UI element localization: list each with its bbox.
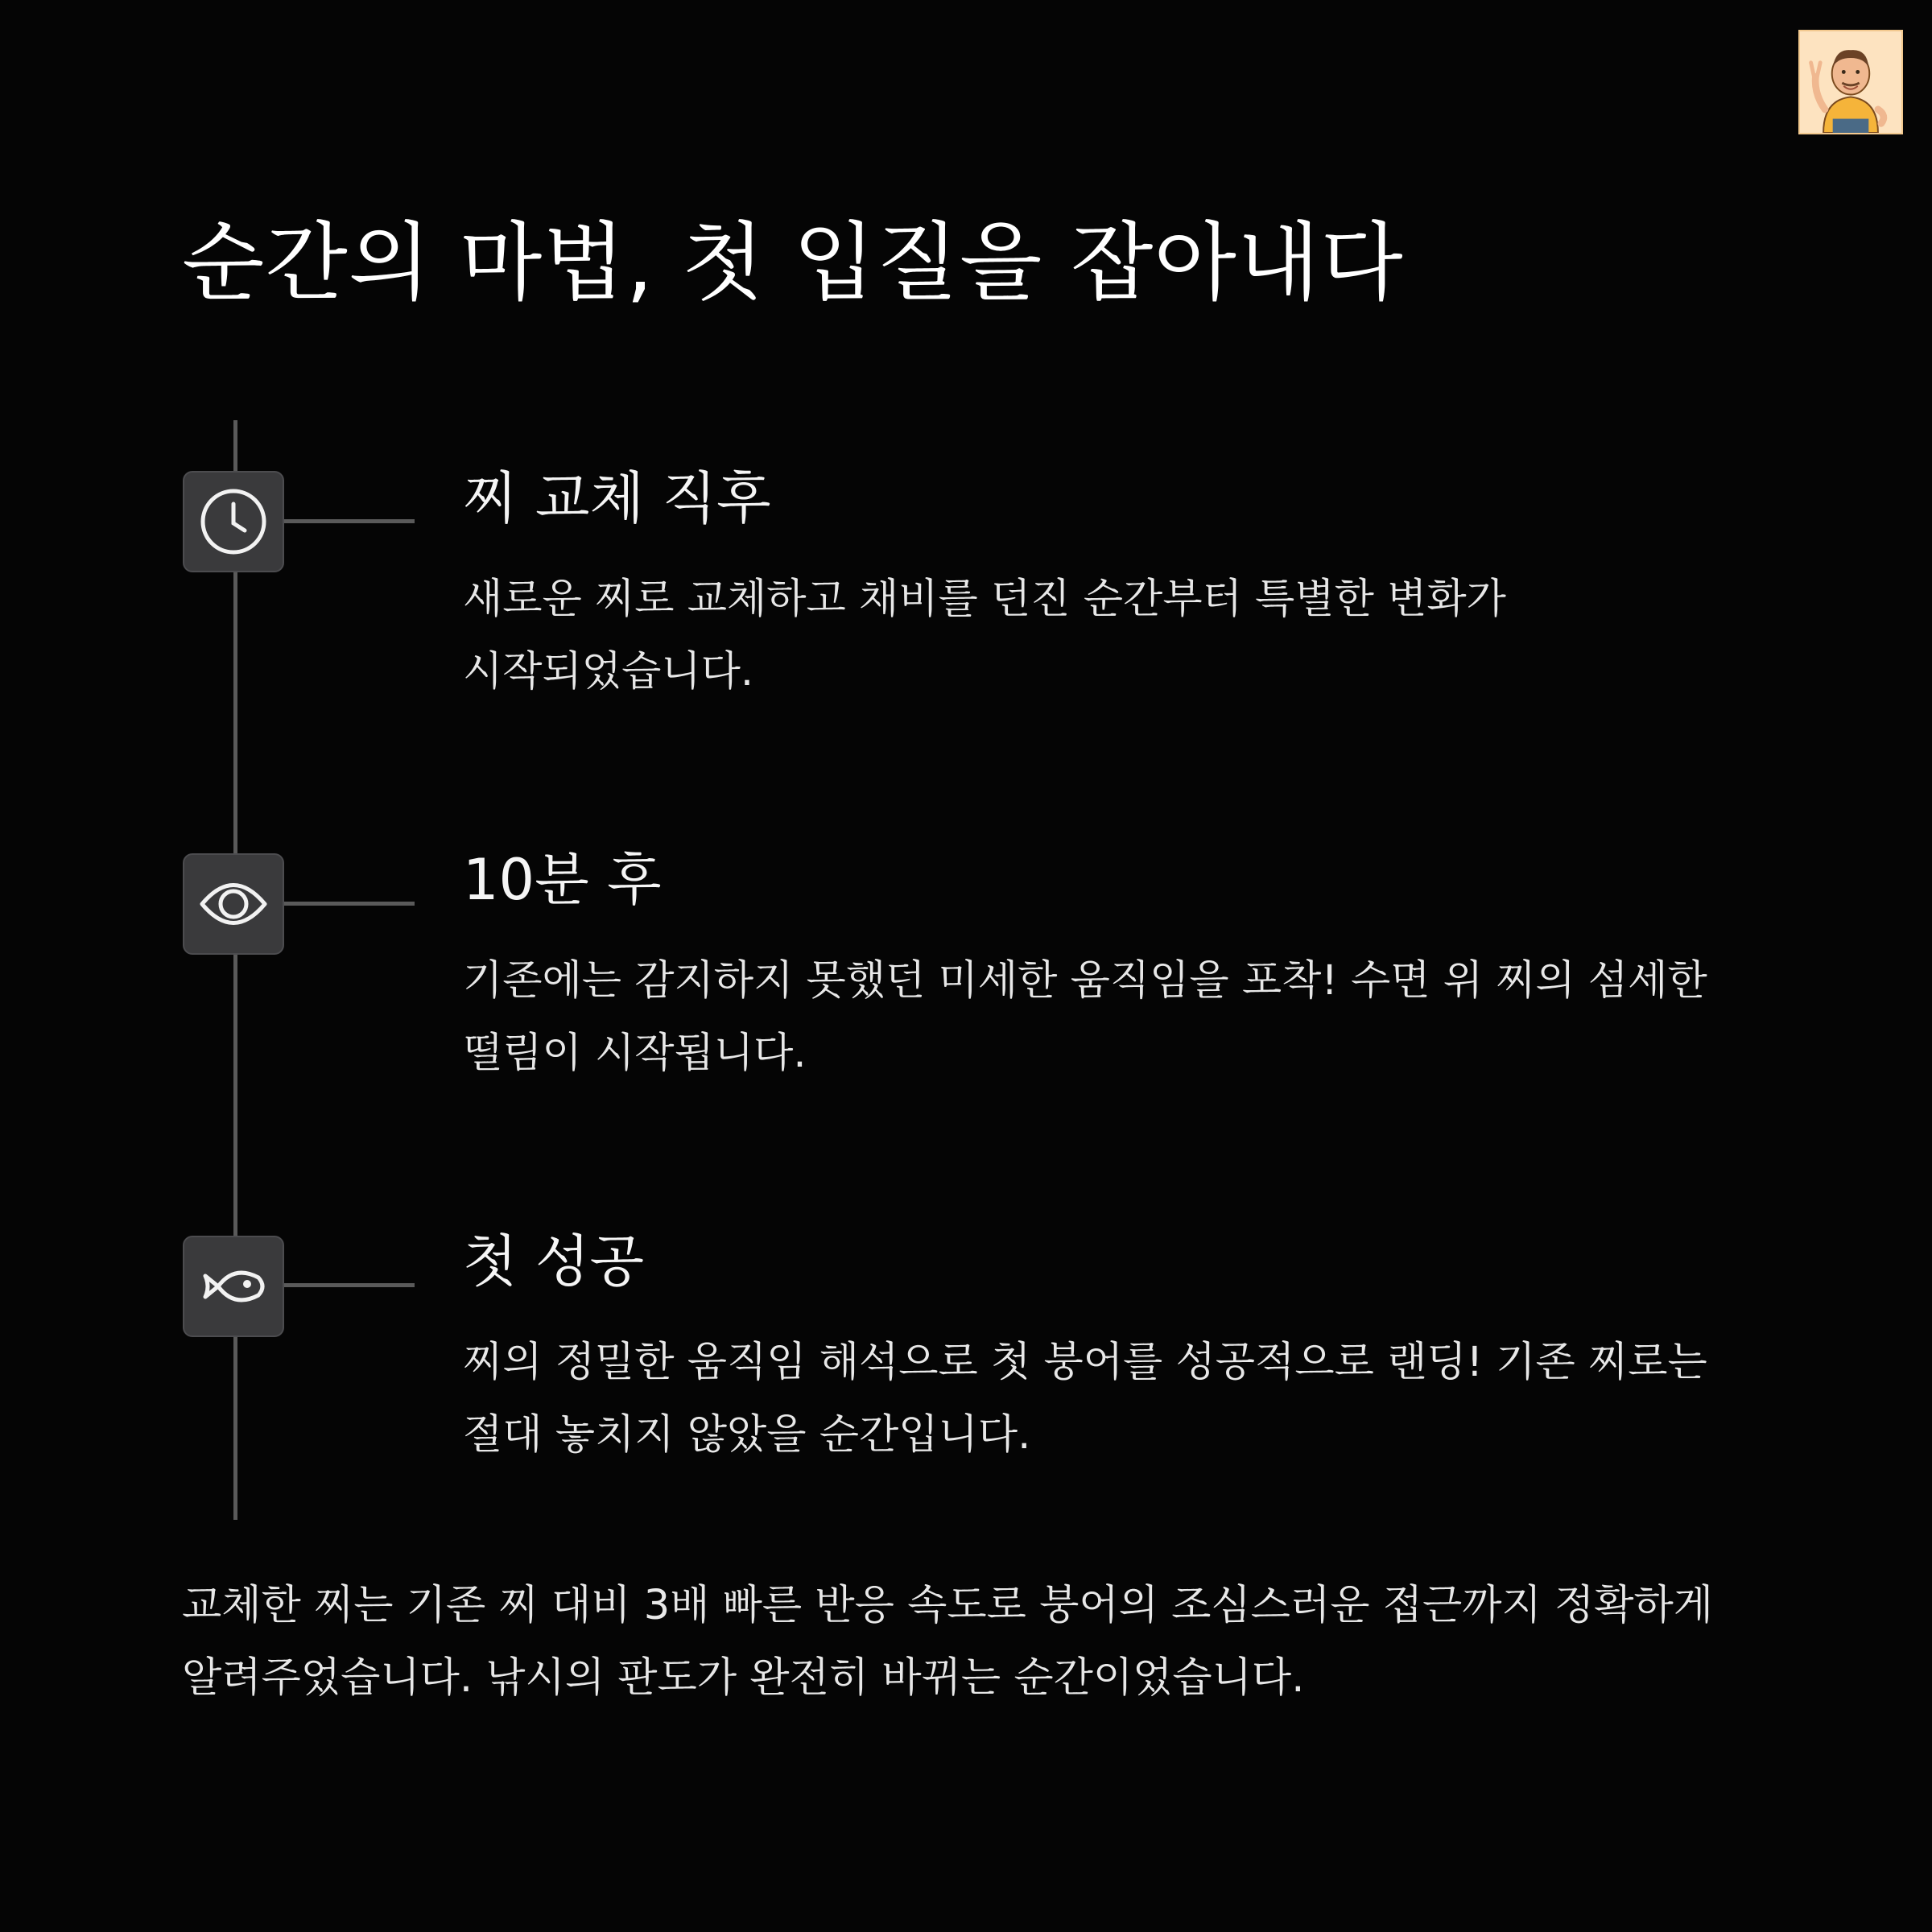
clock-icon [199,487,268,556]
cartoon-man-icon [1800,31,1901,133]
timeline-line [233,420,237,1520]
step-description-1: 새로운 찌로 교체하고 채비를 던진 순간부터 특별한 변화가 시작되었습니다. [463,576,1506,696]
step-title-3: 첫 성공 [463,1228,645,1294]
step-description-2: 기존에는 감지하지 못했던 미세한 움직임을 포착! 수면 위 찌의 섬세한 떨림이 시작됩니다. [463,957,1707,1077]
step-icon-box-2 [183,853,284,955]
step-description-3: 찌의 정밀한 움직임 해석으로 첫 붕어를 성공적으로 랜딩! 기존 찌로는 절대 놓치지 않았을 순간입니다. [463,1339,1707,1459]
step-icon-box-3 [183,1236,284,1337]
summary-text: 교체한 찌는 기존 찌 대비 3배 빠른 반응 속도로 붕어의 조심스러운 접근까지 정확하게 알려주었습니다. 낚시의 판도가 완전히 바뀌는 순간이었습니다. [182,1582,1714,1702]
step-icon-box-1 [183,471,284,572]
eye-icon [199,869,268,939]
step-connector-1 [284,519,415,523]
avatar [1798,30,1903,134]
fish-icon [199,1252,268,1321]
step-title-1: 찌 교체 직후 [463,465,771,531]
step-title-2: 10분 후 [463,847,662,913]
page-title: 순간의 마법, 첫 입질을 잡아내다 [182,213,1404,312]
step-connector-2 [284,902,415,906]
step-connector-3 [284,1283,415,1287]
